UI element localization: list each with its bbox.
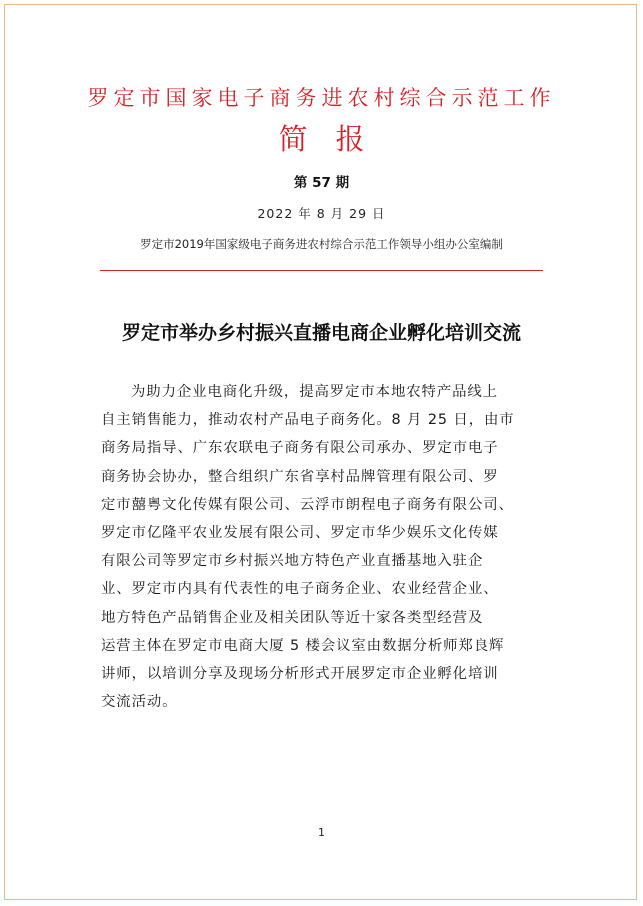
article-title: 罗定市举办乡村振兴直播电商企业孵化培训交流 (121, 322, 521, 344)
issue-date: 2022 年 8 月 29 日 (257, 206, 386, 221)
article-line: 自主销售能力，推动农村产品电子商务化。8 月 25 日，由市 (101, 412, 515, 429)
bulletin-org-title: 罗定市国家电子商务进农村综合示范工作 (87, 86, 556, 110)
article-line: 为助力企业电商化升级，提高罗定市本地农特产品线上 (131, 384, 498, 400)
article-body (101, 378, 545, 716)
article-line: 地方特色产品销售企业及相关团队等近十家各类型经营及 (101, 609, 484, 626)
bulletin-title: 简报 (278, 122, 393, 156)
red-divider (100, 270, 543, 271)
article-line: 运营主体在罗定市电商大厦 5 楼会议室由数据分析师郑良辉 (101, 637, 505, 654)
editor-line: 罗定市2019年国家级电子商务进农村综合示范工作领导小组办公室编制 (140, 237, 503, 251)
article-line: 交流活动。 (101, 694, 178, 711)
article-line: 业、罗定市内具有代表性的电子商务企业、农业经营企业、 (101, 581, 499, 598)
article-line: 定市囍粤文化传媒有限公司、云浮市朗程电子商务有限公司、 (101, 496, 514, 513)
article-line: 有限公司等罗定市乡村振兴地方特色产业直播基地入驻企 (101, 553, 484, 570)
article-line: 罗定市亿隆平农业发展有限公司、罗定市华少娱乐文化传媒 (101, 525, 499, 542)
article-line: 商务局指导、广东农联电子商务有限公司承办、罗定市电子 (101, 440, 499, 457)
article-line: 讲师，以培训分享及现场分析形式开展罗定市企业孵化培训 (101, 666, 499, 683)
issue-number: 第 57 期 (293, 175, 350, 191)
page-number: 1 (318, 826, 325, 839)
article-line: 商务协会协办，整合组织广东省享村品牌管理有限公司、罗 (101, 468, 499, 485)
